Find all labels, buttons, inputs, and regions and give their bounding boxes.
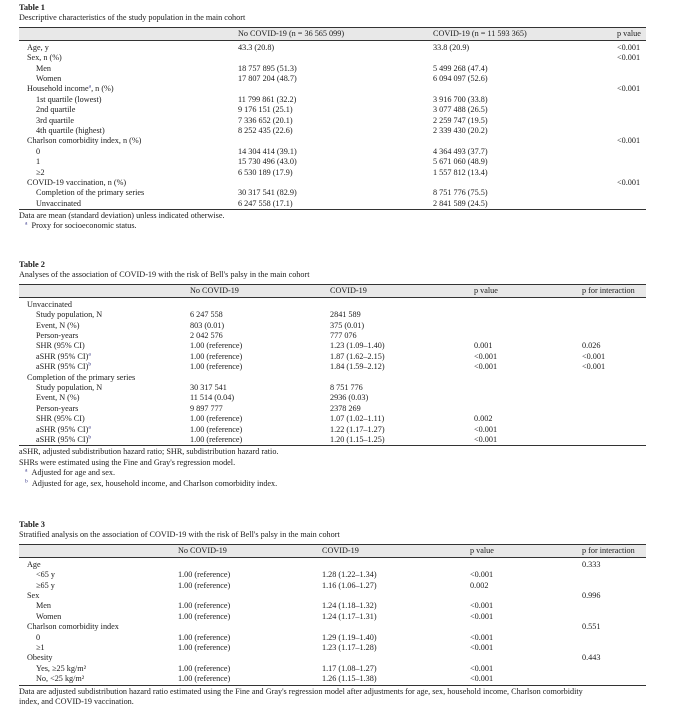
table-row <box>19 136 646 146</box>
row-label <box>36 581 55 591</box>
footnote <box>19 479 646 489</box>
table-row <box>19 404 646 414</box>
cell-covid: 1.24 (1.18–1.32) <box>322 601 377 611</box>
cell-covid: 3 916 700 (33.8) <box>433 94 488 104</box>
cell-p-value: <0.001 <box>617 136 641 146</box>
cell-no-covid: 43.3 (20.8) <box>238 42 275 52</box>
cell-no-covid: 1.00 (reference) <box>178 580 231 590</box>
table-row <box>19 425 646 435</box>
cell-no-covid: 30 317 541 (82.9) <box>238 188 297 198</box>
cell-covid: 8 751 776 <box>330 382 363 392</box>
row-label-text: 4th quartile (highest) <box>36 125 105 135</box>
cell-no-covid: 803 (0.01) <box>190 320 225 330</box>
row-label <box>27 560 41 570</box>
row-label-text: aSHR (95% CI) <box>36 362 89 372</box>
row-label-text: Event, N (%) <box>36 393 80 403</box>
row-label <box>36 310 102 320</box>
column-header: p for interaction <box>582 545 635 555</box>
table-row <box>19 591 646 601</box>
cell-no-covid: 1.00 (reference) <box>178 601 231 611</box>
column-header: p value <box>617 28 641 38</box>
row-label <box>36 341 85 351</box>
row-label <box>27 653 52 663</box>
table-caption: Stratified analysis on the association of COVID-19 with the risk of Bell's palsy in the main cohort <box>19 530 340 540</box>
row-label-text: Household income <box>27 84 89 94</box>
row-label <box>36 362 91 372</box>
table-row <box>19 653 646 663</box>
footnote-mark: a <box>25 220 28 227</box>
row-label-text: Men <box>36 601 52 611</box>
table-row <box>19 105 646 115</box>
cell-no-covid: 6 530 189 (17.9) <box>238 167 293 177</box>
cell-covid: 8 751 776 (75.5) <box>433 188 488 198</box>
column-header: p value <box>474 285 498 295</box>
table-row <box>19 157 646 167</box>
cell-no-covid: 1.00 (reference) <box>190 341 243 351</box>
row-label-text: 2nd quartile <box>36 105 76 115</box>
cell-covid: 1.87 (1.62–2.15) <box>330 351 385 361</box>
row-label-text: Women <box>36 611 62 621</box>
cell-no-covid: 17 807 204 (48.7) <box>238 73 297 83</box>
cell-covid: 1.17 (1.08–1.27) <box>322 663 377 673</box>
cell-covid: 1.23 (1.17–1.28) <box>322 642 377 652</box>
row-label-text: Yes, ≥25 kg/m² <box>36 663 87 673</box>
cell-no-covid: 1.00 (reference) <box>190 424 243 434</box>
cell-p-interaction: <0.001 <box>582 362 606 372</box>
row-label-text: Person-years <box>36 403 79 413</box>
cell-p-value: 0.002 <box>470 580 489 590</box>
row-label <box>27 84 114 94</box>
table-row <box>19 341 646 351</box>
cell-no-covid: 9 176 151 (25.1) <box>238 105 293 115</box>
row-label-text: Charlson comorbidity index <box>27 622 119 632</box>
column-header: COVID-19 (n = 11 593 365) <box>433 28 527 38</box>
table-row <box>19 674 646 684</box>
row-label-text: Age <box>27 559 41 569</box>
cell-covid: 1.20 (1.15–1.25) <box>330 434 385 444</box>
row-label-text: aSHR (95% CI) <box>36 351 89 361</box>
cell-covid: 1.84 (1.59–2.12) <box>330 362 385 372</box>
row-label <box>36 674 84 684</box>
table-note: Data are mean (standard deviation) unless indicated otherwise. <box>19 211 225 221</box>
row-label <box>27 53 62 63</box>
footnote-mark: a <box>88 83 92 90</box>
row-label-text: Completion of the primary series <box>36 188 145 198</box>
row-label-text: Unvaccinated <box>27 299 73 309</box>
row-label <box>36 414 85 424</box>
cell-covid: 2936 (0.03) <box>330 393 369 403</box>
row-label <box>27 622 119 632</box>
row-label-text: aSHR (95% CI) <box>36 424 89 434</box>
table-title: Table 2 <box>19 260 45 269</box>
row-label-text: <65 y <box>36 570 55 580</box>
row-label <box>36 188 144 198</box>
row-label-text: 1st quartile (lowest) <box>36 94 102 104</box>
table-row <box>19 321 646 331</box>
table-body <box>19 558 646 686</box>
table-header <box>19 284 646 298</box>
cell-p-value: <0.001 <box>470 611 494 621</box>
cell-p-value: <0.001 <box>617 177 641 187</box>
row-label <box>36 612 61 622</box>
row-label-text: Study population, N <box>36 310 103 320</box>
table-note: aSHR, adjusted subdistribution hazard ratio; SHR, subdistribution hazard ratio. <box>19 447 279 457</box>
row-label <box>36 393 79 403</box>
cell-no-covid: 15 730 496 (43.0) <box>238 157 297 167</box>
cell-covid: 4 364 493 (37.7) <box>433 146 488 156</box>
table-header <box>19 27 646 41</box>
column-header: p for interaction <box>582 285 635 295</box>
row-label-text: Study population, N <box>36 382 103 392</box>
column-header: No COVID-19 (n = 36 565 099) <box>238 28 345 38</box>
table-row <box>19 633 646 643</box>
row-label-text: ≥65 y <box>36 580 55 590</box>
row-label <box>36 64 51 74</box>
cell-no-covid: 6 247 558 <box>190 310 223 320</box>
row-label <box>36 435 91 445</box>
row-label-text: aSHR (95% CI) <box>36 434 89 444</box>
table-row <box>19 383 646 393</box>
row-label-text: ≥1 <box>36 642 45 652</box>
cell-covid: 2 339 430 (20.2) <box>433 125 488 135</box>
table-2 <box>19 260 646 489</box>
cell-p-value: 0.001 <box>474 341 493 351</box>
row-label-text: Obesity <box>27 653 53 663</box>
footnote-text: Proxy for socioeconomic status. <box>31 221 137 231</box>
cell-p-interaction: 0.026 <box>582 341 601 351</box>
footnote-mark: a <box>25 467 28 474</box>
row-label-text: Sex <box>27 590 40 600</box>
cell-no-covid: 1.00 (reference) <box>178 611 231 621</box>
footnote-text: Adjusted for age, sex, household income, and Charlson comorbidity index. <box>31 478 278 488</box>
footnote-text: Adjusted for age and sex. <box>31 468 115 478</box>
cell-covid: 2378 269 <box>330 403 361 413</box>
table-body <box>19 41 646 210</box>
footnote-mark: b <box>88 434 92 441</box>
cell-no-covid: 7 336 652 (20.1) <box>238 115 293 125</box>
table-row <box>19 199 646 209</box>
cell-no-covid: 8 252 435 (22.6) <box>238 125 293 135</box>
row-label <box>36 105 75 115</box>
table-row <box>19 64 646 74</box>
cell-covid: 1.26 (1.15–1.38) <box>322 674 377 684</box>
table-caption: Descriptive characteristics of the study population in the main cohort <box>19 13 246 23</box>
table-caption: Analyses of the association of COVID-19 with the risk of Bell's palsy in the main cohort <box>19 270 310 280</box>
row-label <box>36 331 78 341</box>
row-label <box>36 95 101 105</box>
cell-no-covid: 1.00 (reference) <box>178 632 231 642</box>
row-label-text: Completion of the primary series <box>27 372 136 382</box>
table-note: SHRs were estimated using the Fine and Gray's regression model. <box>19 457 236 467</box>
column-header: COVID-19 <box>330 285 367 295</box>
row-label-text: Men <box>36 63 52 73</box>
row-label-text: 0 <box>36 146 41 156</box>
row-label <box>36 633 40 643</box>
cell-covid: 375 (0.01) <box>330 320 365 330</box>
cell-p-value: <0.001 <box>470 674 494 684</box>
row-label <box>36 199 81 209</box>
row-label <box>36 168 45 178</box>
cell-p-interaction: 0.996 <box>582 590 601 600</box>
table-notes <box>19 211 646 232</box>
cell-no-covid: 1.00 (reference) <box>190 434 243 444</box>
table-row <box>19 581 646 591</box>
cell-covid: 2 841 589 (24.5) <box>433 198 488 208</box>
cell-p-value: <0.001 <box>474 351 498 361</box>
row-label-text: ≥2 <box>36 167 45 177</box>
cell-no-covid: 14 304 414 (39.1) <box>238 146 297 156</box>
cell-no-covid: 6 247 558 (17.1) <box>238 198 293 208</box>
cell-p-value: <0.001 <box>617 42 641 52</box>
cell-p-value: 0.002 <box>474 414 493 424</box>
cell-covid: 1.24 (1.17–1.31) <box>322 611 377 621</box>
table-row <box>19 352 646 362</box>
row-label <box>27 43 49 53</box>
row-label-text: Charlson comorbidity index, n (%) <box>27 136 142 146</box>
table-row <box>19 188 646 198</box>
cell-covid: 777 076 <box>330 330 357 340</box>
table-title: Table 3 <box>19 520 45 529</box>
row-label <box>36 664 86 674</box>
cell-covid: 1.16 (1.06–1.27) <box>322 580 377 590</box>
row-label-text: SHR (95% CI) <box>36 341 85 351</box>
table-row <box>19 147 646 157</box>
column-header: No COVID-19 <box>190 285 239 295</box>
table-row <box>19 43 646 53</box>
table-3 <box>19 520 646 707</box>
footnote-mark: a <box>88 351 91 358</box>
row-label <box>27 591 39 601</box>
table-note: index, and COVID-19 vaccination. <box>19 696 134 706</box>
table-row <box>19 126 646 136</box>
row-label <box>36 147 40 157</box>
table-body <box>19 298 646 446</box>
cell-no-covid: 1.00 (reference) <box>178 663 231 673</box>
cell-p-interaction: 0.333 <box>582 559 601 569</box>
cell-no-covid: 30 317 541 <box>190 382 227 392</box>
row-label <box>36 570 55 580</box>
cell-no-covid: 1.00 (reference) <box>190 351 243 361</box>
row-label-text: 1 <box>36 157 41 167</box>
table-row <box>19 643 646 653</box>
footnote <box>19 468 646 478</box>
table-row <box>19 95 646 105</box>
footnote <box>19 221 646 231</box>
cell-covid: 1.29 (1.19–1.40) <box>322 632 377 642</box>
row-label <box>36 157 40 167</box>
cell-p-value: <0.001 <box>470 570 494 580</box>
row-label-text: No, <25 kg/m² <box>36 674 85 684</box>
table-row <box>19 414 646 424</box>
row-label <box>36 601 51 611</box>
table-row <box>19 300 646 310</box>
row-label <box>36 116 74 126</box>
cell-covid: 1.23 (1.09–1.40) <box>330 341 385 351</box>
cell-p-value: <0.001 <box>617 53 641 63</box>
column-header: No COVID-19 <box>178 545 227 555</box>
row-label <box>27 373 135 383</box>
cell-p-interaction: 0.443 <box>582 653 601 663</box>
table-note: Data are adjusted subdistribution hazard ratio estimated using the Fine and Gray's regression model after adjustments for age, sex, household income, Charlson comorbidity <box>19 686 583 696</box>
cell-covid: 1 557 812 (13.4) <box>433 167 488 177</box>
footnote-mark: b <box>25 477 28 484</box>
table-1 <box>19 3 646 232</box>
cell-no-covid: 1.00 (reference) <box>178 642 231 652</box>
cell-covid: 2 259 747 (19.5) <box>433 115 488 125</box>
table-row <box>19 373 646 383</box>
cell-covid: 3 077 488 (26.5) <box>433 105 488 115</box>
table-row <box>19 331 646 341</box>
table-row <box>19 53 646 63</box>
row-label <box>36 404 78 414</box>
cell-covid: 6 094 097 (52.6) <box>433 73 488 83</box>
row-label <box>36 74 61 84</box>
cell-no-covid: 9 897 777 <box>190 403 223 413</box>
row-label-text: 0 <box>36 632 41 642</box>
cell-p-interaction: 0.551 <box>582 622 601 632</box>
cell-covid: 5 671 060 (48.9) <box>433 157 488 167</box>
table-row <box>19 74 646 84</box>
row-label-text: COVID-19 vaccination, n (%) <box>27 177 127 187</box>
row-label <box>27 300 72 310</box>
cell-p-value: <0.001 <box>617 84 641 94</box>
cell-covid: 1.22 (1.17–1.27) <box>330 424 385 434</box>
table-row <box>19 570 646 580</box>
cell-no-covid: 18 757 895 (51.3) <box>238 63 297 73</box>
cell-covid: 1.07 (1.02–1.11) <box>330 414 385 424</box>
row-label-text: 3rd quartile <box>36 115 74 125</box>
cell-p-value: <0.001 <box>470 601 494 611</box>
cell-p-interaction: <0.001 <box>582 351 606 361</box>
row-label <box>36 643 45 653</box>
row-label <box>27 136 141 146</box>
row-label-text: Age, y <box>27 42 49 52</box>
row-label <box>36 321 79 331</box>
row-label-text: Unvaccinated <box>36 198 82 208</box>
row-label-text: Women <box>36 73 62 83</box>
table-row <box>19 178 646 188</box>
cell-covid: 2841 589 <box>330 310 361 320</box>
table-row <box>19 168 646 178</box>
cell-p-value: <0.001 <box>470 642 494 652</box>
table-row <box>19 362 646 372</box>
cell-no-covid: 1.00 (reference) <box>178 570 231 580</box>
column-header: p value <box>470 545 494 555</box>
cell-covid: 33.8 (20.9) <box>433 42 470 52</box>
row-label <box>36 126 105 136</box>
table-row <box>19 84 646 94</box>
row-label-text: Event, N (%) <box>36 320 80 330</box>
table-row <box>19 601 646 611</box>
table-row <box>19 622 646 632</box>
cell-no-covid: 11 514 (0.04) <box>190 393 235 403</box>
table-row <box>19 393 646 403</box>
row-label <box>27 178 126 188</box>
cell-p-value: <0.001 <box>474 362 498 372</box>
row-label-text: SHR (95% CI) <box>36 414 85 424</box>
table-row <box>19 612 646 622</box>
cell-no-covid: 1.00 (reference) <box>190 362 243 372</box>
cell-p-value: <0.001 <box>470 632 494 642</box>
cell-covid: 5 499 268 (47.4) <box>433 63 488 73</box>
table-row <box>19 560 646 570</box>
cell-no-covid: 1.00 (reference) <box>178 674 231 684</box>
table-title: Table 1 <box>19 3 45 12</box>
cell-no-covid: 11 799 861 (32.2) <box>238 94 297 104</box>
table-notes <box>19 687 646 708</box>
cell-p-value: <0.001 <box>474 424 498 434</box>
row-label <box>36 425 91 435</box>
cell-covid: 1.28 (1.22–1.34) <box>322 570 377 580</box>
cell-p-value: <0.001 <box>474 434 498 444</box>
row-label-text: Person-years <box>36 330 79 340</box>
row-label <box>36 352 91 362</box>
table-row <box>19 116 646 126</box>
row-label-suffix: , n (%) <box>91 84 114 94</box>
cell-p-value: <0.001 <box>470 663 494 673</box>
row-label-text: Sex, n (%) <box>27 53 62 63</box>
table-row <box>19 664 646 674</box>
table-header <box>19 544 646 558</box>
table-row <box>19 310 646 320</box>
footnote-mark: b <box>88 361 92 368</box>
cell-no-covid: 2 042 576 <box>190 330 223 340</box>
row-label <box>36 383 102 393</box>
footnote-mark: a <box>88 423 91 430</box>
cell-no-covid: 1.00 (reference) <box>190 414 243 424</box>
table-notes <box>19 447 646 489</box>
column-header: COVID-19 <box>322 545 359 555</box>
table-row <box>19 435 646 445</box>
